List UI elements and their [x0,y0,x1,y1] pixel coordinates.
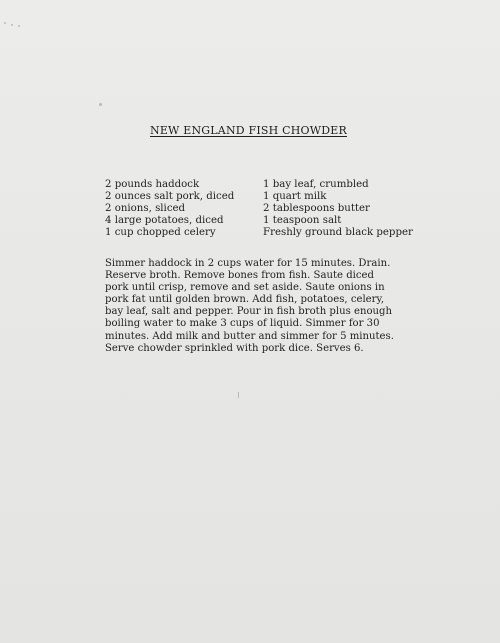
instruction-line: Serve chowder sprinkled with pork dice. Serves 6. [105,342,364,354]
recipe-title: NEW ENGLAND FISH CHOWDER [150,124,347,137]
paper-speck [4,22,6,24]
instruction-line: Simmer haddock in 2 cups water for 15 minutes. Drain. [105,258,391,269]
instruction-line: Reserve broth. Remove bones from fish. Saute diced [105,270,374,282]
ingredient-item: 1 cup chopped celery [105,227,216,238]
ingredient-item: 4 large potatoes, diced [105,215,224,226]
ingredient-item: Freshly ground black pepper [263,227,413,238]
paper-speck [11,24,13,26]
paper-speck [18,25,20,27]
ingredients-column-right [263,179,425,239]
instruction-line: pork fat until golden brown. Add fish, potatoes, celery, [105,294,385,306]
ingredient-item: 1 teaspoon salt [263,215,342,226]
ingredient-item: 1 bay leaf, crumbled [263,179,369,190]
ingredient-item: 2 tablespoons butter [263,203,370,214]
paper-mark [238,392,239,398]
instruction-line: boiling water to make 3 cups of liquid. Simmer for 30 [105,318,380,330]
instruction-line: pork until crisp, remove and set aside. Saute onions in [105,282,385,294]
ingredient-item: 2 pounds haddock [105,179,200,190]
recipe-instructions [105,258,405,355]
ingredient-item: 2 onions, sliced [105,203,186,214]
ingredient-item: 1 quart milk [263,191,327,202]
instruction-line: minutes. Add milk and butter and simmer for 5 minutes. [105,330,394,342]
paper-speck [99,103,102,106]
ingredients-list [105,179,425,239]
ingredients-column-left [105,179,263,239]
ingredient-item: 2 ounces salt pork, diced [105,191,235,202]
instruction-line: bay leaf, salt and pepper. Pour in fish broth plus enough [105,306,393,318]
